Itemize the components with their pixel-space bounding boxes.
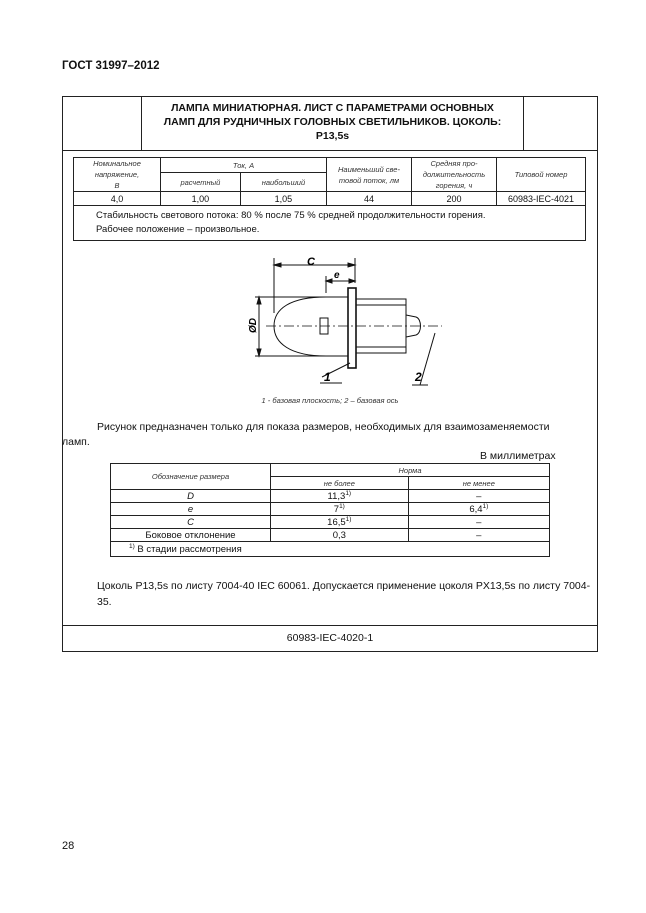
table-footnote: $^{1)}$ В стадии рассмотрения — [111, 542, 550, 557]
footer-code: 60983-IEC-4020-1 — [286, 632, 374, 644]
header-type: Типовой номер — [497, 158, 586, 192]
cell-current-max: 1,05 — [240, 192, 326, 206]
title-line-1: ЛАМПА МИНИАТЮРНАЯ. ЛИСТ С ПАРАМЕТРАМИ ОСНОВНЫХ — [171, 102, 494, 114]
table-row: C 16,5$^{1)}$ – — [111, 516, 550, 529]
paragraph-figure-note: Рисунок предназначен только для показа размеров, необходимых для взаимозаменяемости — [97, 421, 550, 433]
cell-voltage: 4,0 — [74, 192, 161, 206]
dimension-e-arrow-left — [326, 279, 332, 283]
header-life: Средняя про- должительность горения, ч — [412, 158, 497, 192]
cell-life: 200 — [412, 192, 497, 206]
note-working-position: Рабочее положение – произвольное. — [96, 224, 260, 235]
table-row: e 7$^{1)}$ 6,4$^{1)}$ — [111, 503, 550, 516]
leader-2 — [420, 333, 435, 385]
table-row: D 11,3$^{1)}$ – — [111, 490, 550, 503]
title-line-2: ЛАМП ДЛЯ РУДНИЧНЫХ ГОЛОВНЫХ СВЕТИЛЬНИКОВ. ЦОКОЛЬ: — [163, 116, 502, 128]
dimensions-table — [110, 463, 550, 557]
label-2: 2 — [415, 370, 422, 384]
reference-flange — [348, 288, 356, 368]
note-flux-stability: Стабильность светового потока: 80 % после 75 % средней продолжительности горения. — [96, 210, 486, 221]
paragraph-figure-note-end: ламп. — [62, 436, 90, 448]
cell-flux: 44 — [327, 192, 412, 206]
page-number: 28 — [62, 840, 75, 852]
bulb-outline — [274, 297, 348, 356]
dimension-d-arrow-bottom — [257, 349, 261, 356]
header-dimension-name: Обозначение размера — [111, 464, 271, 490]
cell-type: 60983-IEC-4021 — [497, 192, 586, 206]
label-d: ØD — [248, 318, 259, 333]
lamp-drawing — [230, 253, 450, 393]
dimension-c-arrow-left — [274, 263, 281, 267]
title-line-3: P13,5s — [315, 130, 350, 142]
figure-caption: 1 - базовая плоскость; 2 – базовая ось — [261, 396, 399, 405]
parameters-table — [73, 157, 586, 241]
dimension-e-arrow-right — [349, 279, 355, 283]
units-label: В миллиметрах — [480, 450, 556, 462]
header-max: не более — [271, 477, 409, 490]
header-current-calc: расчетный — [161, 173, 241, 192]
footer-divider — [62, 625, 598, 626]
label-c: C — [307, 256, 315, 268]
header-current-max: наибольший — [240, 173, 326, 192]
sheet-title — [142, 101, 523, 143]
cell-current-calc: 1,00 — [161, 192, 241, 206]
header-divider-right — [523, 96, 524, 151]
header-min: не менее — [408, 477, 549, 490]
table-row: Боковое отклонение 0,3 – — [111, 529, 550, 542]
notes-cell — [74, 206, 586, 241]
paragraph-base-reference: Цоколь P13,5s по листу 7004-40 IEC 60061. Допускается применение цоколя PX13,5s по листу 7004-35. — [97, 580, 591, 608]
header-current: Ток, А — [161, 158, 327, 173]
header-flux: Наименьший све- товой поток, лм — [327, 158, 412, 192]
dimension-d-arrow-top — [257, 297, 261, 304]
header-voltage: Номинальное напряжение, В — [74, 158, 161, 192]
dimension-c-arrow-right — [348, 263, 355, 267]
label-1: 1 — [324, 370, 331, 384]
label-e: e — [334, 270, 340, 281]
header-norm: Норма — [271, 464, 550, 477]
header-divider-bottom — [62, 150, 598, 151]
document-code: ГОСТ 31997–2012 — [62, 60, 160, 72]
